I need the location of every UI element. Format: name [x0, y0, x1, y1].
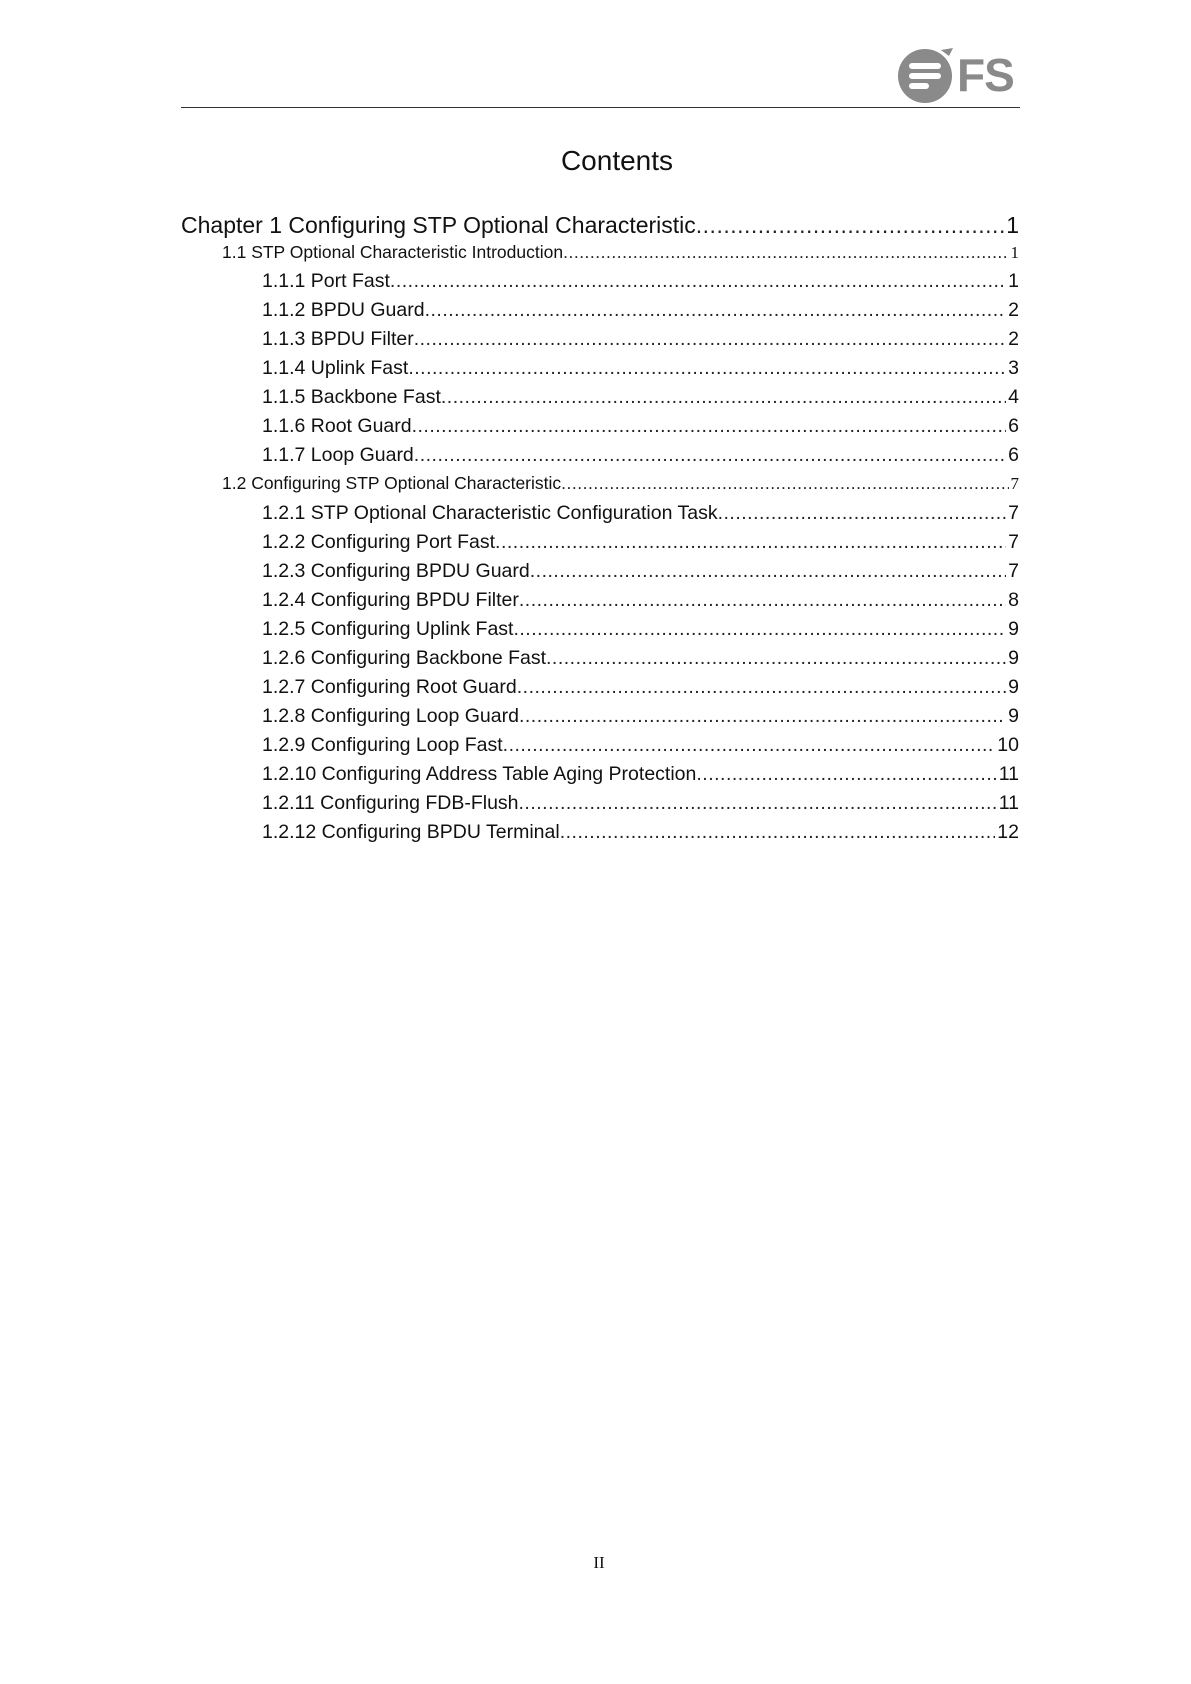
toc-entry-title: 1.2.12 Configuring BPDU Terminal — [262, 821, 560, 843]
toc-entry-title: 1.1.5 Backbone Fast — [262, 386, 441, 408]
toc-dot-leader — [560, 821, 996, 844]
toc-dot-leader — [530, 560, 1006, 583]
toc-entry-page: 6 — [1008, 415, 1019, 437]
toc-dot-leader — [546, 647, 1006, 670]
toc-entry[interactable] — [262, 270, 1019, 293]
toc-entry-title: 1.2.2 Configuring Port Fast — [262, 531, 496, 553]
toc-entry-page: 1 — [1006, 212, 1019, 238]
toc-entry[interactable] — [262, 589, 1019, 612]
toc-entry-page: 3 — [1008, 357, 1019, 379]
page-title: Contents — [560, 145, 674, 176]
toc-entry-title: 1.2.7 Configuring Root Guard — [262, 676, 517, 698]
toc-entry-title: 1.2 Configuring STP Optional Characteristic — [222, 473, 562, 493]
toc-entry-page: 4 — [1008, 386, 1019, 408]
toc-entry[interactable] — [262, 705, 1019, 728]
toc-entry-page: 9 — [1008, 676, 1019, 698]
toc-dot-leader — [390, 270, 1006, 293]
toc-entry[interactable] — [262, 299, 1019, 322]
toc-entry[interactable] — [262, 560, 1019, 583]
toc-entry-title: Chapter 1 Configuring STP Optional Characteristic — [181, 212, 696, 238]
header-divider — [181, 107, 1020, 108]
toc-dot-leader — [513, 618, 1006, 641]
page-number: II — [593, 1553, 605, 1572]
toc-entry-title: 1.1.4 Uplink Fast — [262, 357, 409, 379]
toc-entry[interactable] — [222, 242, 1019, 263]
toc-dot-leader — [519, 705, 1006, 728]
toc-dot-leader — [414, 444, 1006, 467]
toc-dot-leader — [519, 589, 1006, 612]
toc-entry-title: 1.2.9 Configuring Loop Fast — [262, 734, 503, 756]
toc-entry-title: 1.1.1 Port Fast — [262, 270, 390, 292]
toc-entry[interactable] — [262, 444, 1019, 467]
fs-logo-icon — [897, 46, 955, 104]
toc-dot-leader — [503, 734, 996, 757]
toc-entry-title: 1.2.8 Configuring Loop Guard — [262, 705, 519, 727]
toc-entry-page: 9 — [1008, 705, 1019, 727]
toc-entry-title: 1.2.10 Configuring Address Table Aging Protection — [262, 763, 697, 785]
toc-entry-page: 1 — [1010, 243, 1019, 262]
toc-entry-page: 1 — [1008, 270, 1019, 292]
toc-entry-title: 1.2.5 Configuring Uplink Fast — [262, 618, 514, 640]
toc-entry-page: 12 — [997, 821, 1019, 843]
toc-entry[interactable] — [262, 618, 1019, 641]
toc-entry-title: 1.1.2 BPDU Guard — [262, 299, 425, 321]
toc-dot-leader — [561, 473, 1008, 494]
toc-entry-title: 1.2.1 STP Optional Characteristic Configuration Task — [262, 502, 718, 524]
toc-entry-page: 7 — [1008, 502, 1019, 524]
toc-dot-leader — [441, 386, 1006, 409]
toc-dot-leader — [412, 415, 1007, 438]
toc-entry-title: 1.1.6 Root Guard — [262, 415, 412, 437]
toc-entry[interactable] — [262, 357, 1019, 380]
toc-entry[interactable] — [262, 502, 1019, 525]
toc-dot-leader — [408, 357, 1006, 380]
toc-entry-page: 6 — [1008, 444, 1019, 466]
toc-entry[interactable] — [262, 821, 1019, 844]
toc-entry-title: 1.1.7 Loop Guard — [262, 444, 414, 466]
toc-entry-title: 1.1.3 BPDU Filter — [262, 328, 414, 350]
toc-entry-page: 7 — [1008, 560, 1019, 582]
toc-dot-leader — [519, 792, 997, 815]
toc-entry-title: 1.2.4 Configuring BPDU Filter — [262, 589, 519, 611]
toc-dot-leader — [425, 299, 1007, 322]
toc-entry[interactable] — [262, 676, 1019, 699]
toc-entry-page: 9 — [1008, 618, 1019, 640]
toc-dot-leader — [414, 328, 1006, 351]
toc-entry-page: 2 — [1008, 299, 1019, 321]
toc-entry-title: 1.1 STP Optional Characteristic Introduction — [222, 242, 564, 262]
toc-entry[interactable] — [262, 792, 1019, 815]
toc-entry[interactable] — [222, 473, 1019, 494]
logo-text: FS — [957, 49, 1014, 101]
toc-dot-leader — [563, 242, 1008, 263]
toc-entry-page: 7 — [1010, 474, 1019, 493]
toc-dot-leader — [517, 676, 1006, 699]
toc-entry-page: 2 — [1008, 328, 1019, 350]
toc-entry[interactable] — [181, 212, 1019, 239]
toc-entry-page: 7 — [1008, 531, 1019, 553]
toc-dot-leader — [495, 531, 1006, 554]
toc-entry-page: 10 — [997, 734, 1019, 756]
toc-entry[interactable] — [262, 734, 1019, 757]
toc-entry[interactable] — [262, 386, 1019, 409]
toc-entry-title: 1.2.11 Configuring FDB-Flush — [262, 792, 519, 814]
toc-entry[interactable] — [262, 415, 1019, 438]
toc-entry[interactable] — [262, 328, 1019, 351]
toc-entry[interactable] — [262, 531, 1019, 554]
toc-entry-title: 1.2.6 Configuring Backbone Fast — [262, 647, 547, 669]
toc-dot-leader — [718, 502, 1007, 525]
toc-entry-page: 9 — [1008, 647, 1019, 669]
toc-entry-page: 11 — [998, 792, 1019, 814]
toc-dot-leader — [696, 763, 996, 786]
fs-logo — [897, 44, 1022, 106]
toc-entry[interactable] — [262, 763, 1019, 786]
toc-entry-page: 8 — [1008, 589, 1019, 611]
toc-entry-title: 1.2.3 Configuring BPDU Guard — [262, 560, 530, 582]
toc-entry[interactable] — [262, 647, 1019, 670]
toc-entry-page: 11 — [998, 763, 1019, 785]
toc-dot-leader — [696, 212, 1004, 239]
